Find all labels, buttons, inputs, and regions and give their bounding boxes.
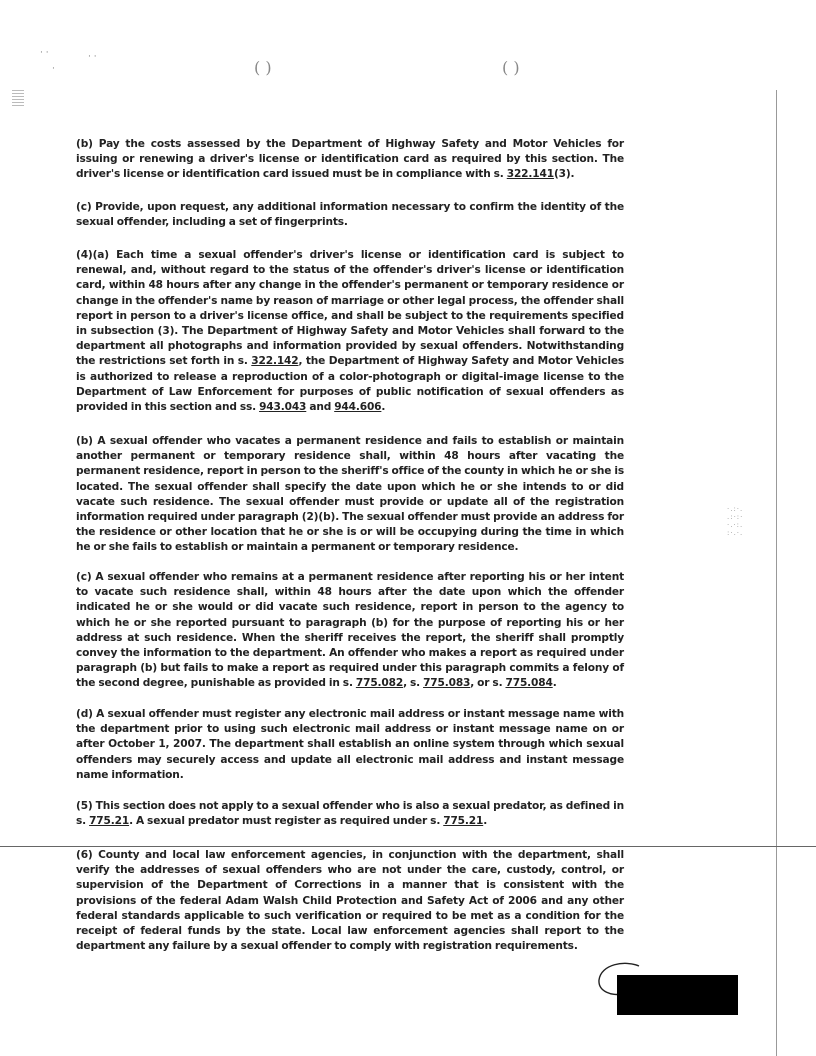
paragraph-text: . bbox=[381, 401, 386, 414]
paragraph-5 bbox=[76, 799, 624, 829]
scan-speck: · bbox=[52, 64, 55, 74]
paragraph-text: , or s. bbox=[470, 677, 506, 690]
scan-margin-mark bbox=[12, 88, 24, 106]
statute-reference-link[interactable]: 322.142 bbox=[251, 355, 299, 368]
statute-reference-link[interactable]: 775.082 bbox=[355, 677, 404, 690]
redaction-box bbox=[617, 975, 738, 1015]
statute-reference-link[interactable]: 775.21 bbox=[443, 815, 484, 828]
paragraph-text: (6) County and local law enforcement agencies, in conjunction with the department, shall verify the addresses of sexual offenders who are not under the care, custody, control, or supervision of the Department of Corrections in a manner that is consistent with the provisions of the federal Adam Walsh Child Protection and Safety Act of 2006 and any other federal standards applicable to such verification or required to be met as a condition for the receipt of federal funds by the state. Local law enforcement agencies shall report to the department any failure by a sexual offender to comply with registration requirements. bbox=[76, 849, 624, 953]
paragraph-text: , s. bbox=[403, 677, 424, 690]
statute-reference-link[interactable]: 944.606 bbox=[334, 401, 382, 414]
paragraph-text: (d) A sexual offender must register any electronic mail address or instant message name with the department prior to using such electronic mail address or instant message name on or after October 1, 2007. The department shall establish an online system through which sexual offenders may securely access and update all electronic mail address and instant message name information. bbox=[76, 708, 624, 781]
paragraph-text: (3). bbox=[553, 168, 575, 181]
statute-reference-link[interactable]: 775.084 bbox=[505, 677, 553, 690]
paragraph-4b bbox=[76, 434, 624, 556]
scan-fold-line bbox=[0, 846, 816, 847]
paragraph-6 bbox=[76, 848, 624, 954]
paragraph-text: . bbox=[552, 677, 557, 690]
paragraph-4a bbox=[76, 248, 624, 415]
scan-edge-line bbox=[776, 90, 777, 1056]
statute-reference-link[interactable]: 775.21 bbox=[89, 815, 130, 828]
paragraph-text: (c) Provide, upon request, any additional information necessary to confirm the identity of the sexual offender, including a set of fingerprints. bbox=[76, 201, 624, 229]
paragraph-text: , the Department of Highway Safety and Motor Vehicles is authorized to release a reproduction of a color-photograph or digital-image license to the Department of Law Enforcement for purposes of public notification of sexual offenders as provided in this section and ss. bbox=[76, 355, 625, 414]
paragraph-text: (5) This section does not apply to a sexual offender who is also a sexual predator, as defined in s. bbox=[76, 800, 624, 828]
paragraph-3b bbox=[76, 137, 624, 183]
paragraph-text: (b) Pay the costs assessed by the Department of Highway Safety and Motor Vehicles for issuing or renewing a driver's license or identification card as required by this section. The driver's license or identification card issued must be in compliance with s. bbox=[76, 138, 624, 181]
scan-speck: · · bbox=[40, 48, 49, 58]
paragraph-text: (c) A sexual offender who remains at a permanent residence after reporting his or her intent to vacate such residence shall, within 48 hours after the date upon which the offender indicated he or she would or did vacate such residence, report in person to the agency to which he or she reported pursuant to paragraph (b) for the purpose of reporting his or her address at such residence. When the sheriff receives the report, the sheriff shall promptly convey the information to the department. An offender who makes a report as required under paragraph (b) but fails to make a report as required under this paragraph commits a felony of the second degree, punishable as provided in s. bbox=[76, 571, 624, 690]
paragraph-3c bbox=[76, 200, 624, 230]
paragraph-4c bbox=[76, 570, 624, 692]
statute-reference-link[interactable]: 322.141 bbox=[506, 168, 554, 181]
hole-punch-mark: ( ) bbox=[254, 58, 272, 77]
paragraph-4d bbox=[76, 707, 624, 783]
statute-reference-link[interactable]: 775.083 bbox=[423, 677, 471, 690]
paragraph-text: and bbox=[306, 401, 335, 414]
scan-noise: ·.:·. .:·:· ·.·:. :·.·. bbox=[727, 505, 744, 537]
paragraph-text: . bbox=[483, 815, 488, 828]
hole-punch-mark: ( ) bbox=[502, 58, 520, 77]
statute-reference-link[interactable]: 943.043 bbox=[259, 401, 307, 414]
scan-speck: · · bbox=[88, 52, 97, 62]
paragraph-text: (4)(a) Each time a sexual offender's driver's license or identification card is subject to renewal, and, without regard to the status of the offender's driver's license or identification card, within 48 hours after any change in the offender's permanent or temporary residence or change in the offender's name by reason of marriage or other legal process, the offender shall report in person to a driver's license office, and shall be subject to the requirements specified in subsection (3). The Department of Highway Safety and Motor Vehicles shall forward to the department all photographs and information provided by sexual offenders. Notwithstanding the restrictions set forth in s. bbox=[76, 249, 624, 368]
paragraph-text: (b) A sexual offender who vacates a permanent residence and fails to establish or maintain another permanent or temporary residence shall, within 48 hours after vacating the permanent residence, report in person to the sheriff's office of the county in which he or she is located. The sexual offender shall specify the date upon which he or she intends to or did vacate such residence. The sexual offender must provide or update all of the registration information required under paragraph (2)(b). The sexual offender must provide an address for the residence or other location that he or she is or will be occupying during the time in which he or she fails to establish or maintain a permanent or temporary residence. bbox=[76, 435, 624, 554]
paragraph-text: . A sexual predator must register as required under s. bbox=[129, 815, 444, 828]
